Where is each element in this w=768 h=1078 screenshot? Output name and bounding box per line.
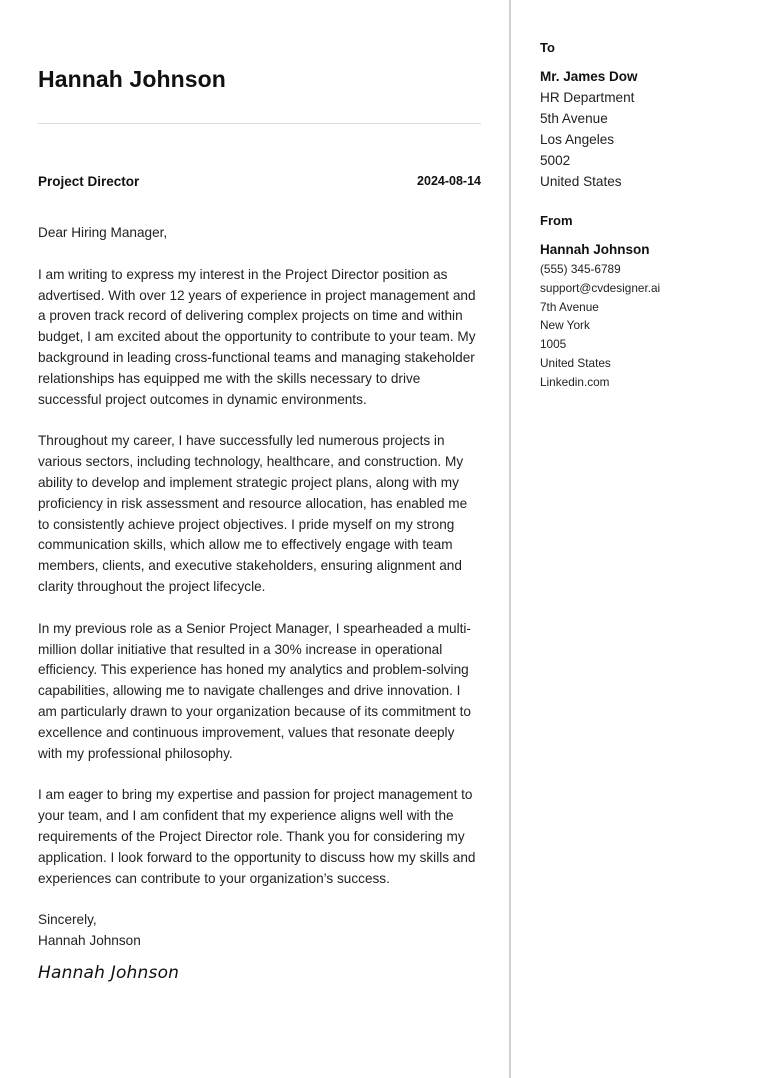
recipient-street: 5th Avenue [540, 111, 608, 126]
letter-date: 2024-08-14 [417, 174, 481, 188]
to-label: To [540, 40, 555, 55]
sender-phone: (555) 345-6789 [540, 262, 621, 276]
paragraph-3: In my previous role as a Senior Project Manager, I spearheaded a multi-million dollar initiative that resulted in a 30% increase in operational efficiency. This experience has honed my analytics and problem-solving capabilities, allowing me to navigate challenges and drive innovation. I am particularly drawn to your organization because of its commitment to excellence and continuous improvement, values that resonate deeply with my professional philosophy. [38, 620, 471, 761]
sender-street: 7th Avenue [540, 299, 599, 314]
sender-email: support@cvdesigner.ai [540, 280, 661, 295]
sender-city: New York [540, 318, 590, 333]
letter-body [38, 223, 481, 952]
signature: Hannah Johnson [38, 963, 180, 983]
recipient-city: Los Angeles [540, 132, 615, 147]
paragraph-2: Throughout my career, I have successfully led numerous projects in various sectors, including technology, healthcare, and construction. My ability to develop and implement strategic project plans, along with my proficiency in risk assessment and resource allocation, has enabled me to consistently achieve project objectives. I pride myself on my strong communication skills, which allow me to effectively engage with team members, clients, and executive stakeholders, ensuring alignment and clarity throughout the project lifecycle. [38, 433, 468, 594]
sender-zip: 1005 [540, 337, 567, 352]
column-divider [509, 0, 511, 1078]
recipient-department: HR Department [540, 90, 635, 105]
closing-name: Hannah Johnson [38, 933, 141, 949]
sender-block [540, 239, 660, 392]
header-divider [38, 123, 481, 124]
sender-name: Hannah Johnson [540, 242, 650, 257]
job-title: Project Director [38, 174, 140, 189]
paragraph-4: I am eager to bring my expertise and passion for project management to your team, and I am confident that my experience aligns well with the requirements of the Project Director role. Thank you for considering my application. I look forward to the opportunity to discuss how my skills and experiences can contribute to your organization’s success. [38, 787, 476, 886]
paragraph-1: I am writing to express my interest in the Project Director position as advertised. With over 12 years of experience in project management and a proven track record of delivering complex projects on time and within budget, I am excited about the opportunity to contribute to your team. My background in leading cross-functional teams and managing stakeholder relationships has equipped me with the skills necessary to drive successful project outcomes in dynamic environments. [38, 266, 476, 407]
closing-text: Sincerely, [38, 912, 97, 928]
closing-block [38, 910, 481, 952]
recipient-country: United States [540, 174, 622, 189]
greeting: Dear Hiring Manager, [38, 225, 168, 240]
recipient-block [540, 66, 638, 192]
applicant-name-heading: Hannah Johnson [38, 66, 226, 92]
sender-country: United States [540, 355, 611, 370]
from-label: From [540, 213, 573, 228]
recipient-zip: 5002 [540, 153, 571, 168]
recipient-name: Mr. James Dow [540, 69, 638, 84]
sender-website: Linkedin.com [540, 374, 610, 389]
